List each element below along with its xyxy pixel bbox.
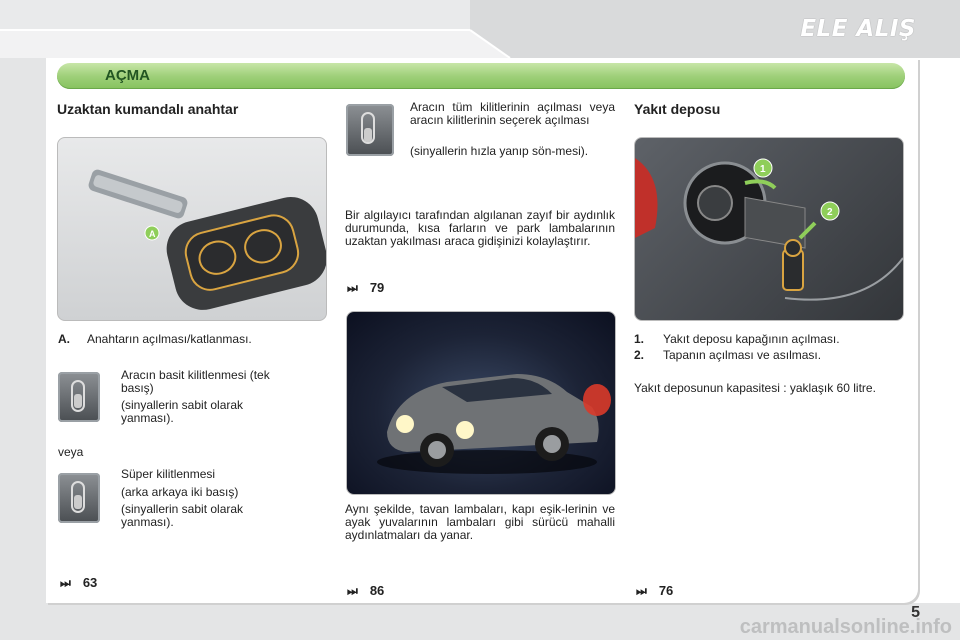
ref-86[interactable] [347, 583, 384, 599]
ref-arrow-icon: ⏭ [636, 584, 647, 598]
unlock-icon [346, 104, 394, 156]
lock2-sub: (arka arkaya iki basış) [121, 485, 239, 499]
ref-number: 63 [82, 575, 98, 590]
or-label: veya [58, 445, 84, 459]
fuel-tank-heading: Yakıt deposu [634, 101, 721, 117]
lock1-title: Aracın basit kilitlenmesi (tek basış) [121, 368, 270, 395]
car-image [346, 311, 616, 495]
caption-letter: A. [58, 332, 70, 346]
item1-number: 1. [634, 332, 645, 346]
ref-76[interactable] [636, 583, 673, 599]
ref-79[interactable] [347, 280, 384, 296]
unlock-note: (sinyallerin hızla yanıp sön-mesi). [410, 144, 589, 158]
svg-text:1: 1 [760, 164, 766, 175]
car-caption: Aynı şekilde, tavan lambaları, kapı eşik-lerinin ve ayak yuvalarının lambaları gibi sürücü mahalli aydınlatmaları da yanar. [345, 502, 615, 542]
ref-arrow-icon: ⏭ [347, 281, 358, 295]
superlock-icon [58, 473, 100, 523]
key-illustration [58, 138, 326, 320]
item1-text: Yakıt deposu kapağının açılması. [663, 332, 840, 346]
section-label: AÇMA [105, 67, 150, 84]
key-image [57, 137, 327, 321]
ref-arrow-icon: ⏭ [60, 576, 71, 590]
car-illustration [347, 312, 615, 494]
page-title: ELE ALIŞ [800, 16, 916, 42]
remote-key-heading: Uzaktan kumandalı anahtar [57, 101, 239, 117]
ref-number: 76 [658, 583, 674, 598]
fuel-illustration [635, 138, 903, 320]
tank-capacity: Yakıt deposunun kapasitesi : yaklaşık 60 litre. [634, 381, 876, 395]
fuel-image [634, 137, 904, 321]
lock-icon [58, 372, 100, 422]
lock2-note: (sinyallerin sabit olarak yanması). [121, 502, 244, 529]
svg-text:2: 2 [827, 207, 833, 218]
ref-arrow-icon: ⏭ [347, 584, 358, 598]
watermark: carmanualsonline.info [739, 616, 952, 638]
left-margin [0, 58, 46, 603]
ref-63[interactable] [60, 575, 97, 591]
header-banner [0, 0, 960, 58]
unlock-title: Aracın tüm kilitlerinin açılması veya aracın kilitlerinin seçerek açılması [410, 100, 615, 127]
lighting-paragraph: Bir algılayıcı tarafından algılanan zayıf bir aydınlık durumunda, kısa farların ve park lambalarının uzaktan yakılması araca gidişinizi kolaylaştırır. [345, 208, 615, 248]
key-caption: Anahtarın açılması/katlanması. [87, 332, 252, 346]
ref-number: 86 [369, 583, 385, 598]
lock1-note: (sinyallerin sabit olarak yanması). [121, 398, 244, 425]
section-bar [57, 63, 905, 89]
lock2-title: Süper kilitlenmesi [121, 467, 216, 481]
svg-text:A: A [149, 229, 156, 239]
page-number: 5 [911, 604, 920, 621]
item2-text: Tapanın açılması ve asılması. [663, 348, 822, 362]
ref-number: 79 [369, 280, 385, 295]
item2-number: 2. [634, 348, 645, 362]
